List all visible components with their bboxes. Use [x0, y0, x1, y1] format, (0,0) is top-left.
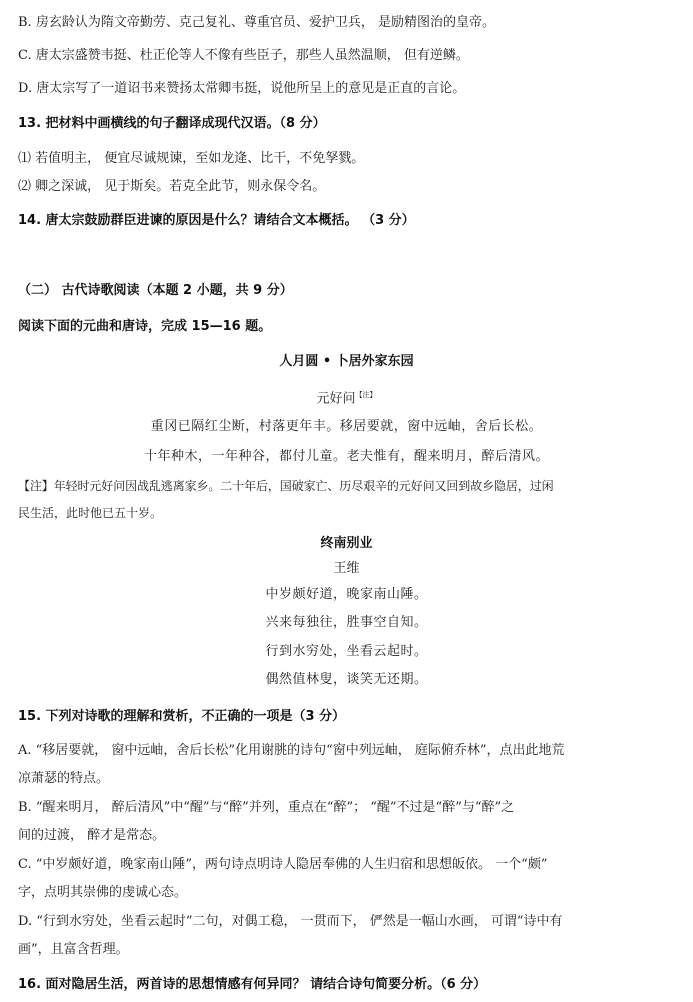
- question-15: 15. 下列对诗歌的理解和赏析，不正确的一项是（3 分）: [18, 709, 346, 724]
- poem2-line-4: 偶然值林叟，谈笑无还期。: [265, 672, 428, 687]
- section-title: （二） 古代诗歌阅读（本题 2 小题，共 9 分）: [18, 283, 293, 298]
- q15-option-d-cont: 画”，且富含哲理。: [18, 942, 129, 957]
- q15-option-a: A. “移居要就， 窗中远岫，舍后长松”化用谢朓的诗句“窗中列远岫， 庭际俯乔林”，点出此地荒: [18, 743, 565, 758]
- poem1-title: 人月圆 • 卜居外家东园: [279, 354, 414, 369]
- question-14: 14. 唐太宗鼓励群臣进谏的原因是什么？请结合文本概括。 （3 分）: [18, 213, 415, 228]
- question-13: 13. 把材料中画横线的句子翻译成现代汉语。（8 分）: [18, 116, 326, 131]
- poem1-line-2: 十年种木，一年种谷，都付儿童。老夫惟有，醒来明月，醉后清风。: [143, 449, 549, 464]
- poem2-line-1: 中岁颇好道，晚家南山陲。: [265, 587, 428, 602]
- option-d: D. 唐太宗写了一道诏书来赞扬太常卿韦挺，说他所呈上的意见是正直的言论。: [18, 81, 466, 96]
- poem2-line-3: 行到水穷处，坐看云起时。: [265, 644, 428, 659]
- poem2-author: 王维: [333, 561, 360, 576]
- q15-option-c-cont: 字，点明其崇佛的虔诚心态。: [18, 885, 188, 900]
- option-c: C. 唐太宗盛赞韦挺、杜正伦等人不像有些臣子，那些人虽然温顺， 但有逆鳞。: [18, 48, 469, 63]
- poem1-line-1: 重冈已隔红尘断，村落更年丰。移居要就，窗中远岫，舍后长松。: [150, 419, 543, 434]
- note-mark: 【注】: [355, 391, 377, 399]
- q15-option-b: B. “醒来明月， 醉后清风”中“醒”与“醉”并列，重点在“醉”； “醒”不过是“醉”与“醉”之: [18, 800, 515, 815]
- q13-sentence-2: ⑵ 卿之深诚， 见于斯矣。若克全此节，则永保令名。: [18, 179, 326, 194]
- q13-sentence-1: ⑴ 若值明主， 便宜尽诚规谏，至如龙逄、比干，不免孥戮。: [18, 151, 365, 166]
- q15-option-c: C. “中岁颇好道，晚家南山陲”，两句诗点明诗人隐居奉佛的人生归宿和思想皈依。 一个“颇”: [18, 857, 548, 872]
- q15-option-a-cont: 凉萧瑟的特点。: [18, 771, 110, 786]
- poem2-title: 终南别业: [320, 536, 373, 551]
- poem1-note-line-2: 民生活，此时他已五十岁。: [18, 506, 163, 520]
- option-b: B. 房玄龄认为隋文帝勤劳、克己复礼、尊重官员、爱护卫兵， 是励精图治的皇帝。: [18, 15, 495, 30]
- poem1-note-line-1: 【注】年轻时元好问因战乱逃离家乡。二十年后，国破家亡、历尽艰辛的元好问又回到故乡隐居，过闲: [18, 479, 554, 493]
- q15-option-d: D. “行到水穷处，坐看云起时”二句，对偶工稳， 一贯而下， 俨然是一幅山水画， 可谓“诗中有: [18, 914, 563, 929]
- section-intro: 阅读下面的元曲和唐诗，完成 15—16 题。: [18, 319, 272, 334]
- q15-option-b-cont: 间的过渡， 醉才是常态。: [18, 828, 166, 843]
- question-16: 16. 面对隐居生活，两首诗的思想情感有何异同？ 请结合诗句简要分析。（6 分）: [18, 977, 487, 992]
- poem1-author: 元好问$^{【注】}$: [316, 391, 377, 407]
- poem2-line-2: 兴来每独往，胜事空自知。: [265, 615, 428, 630]
